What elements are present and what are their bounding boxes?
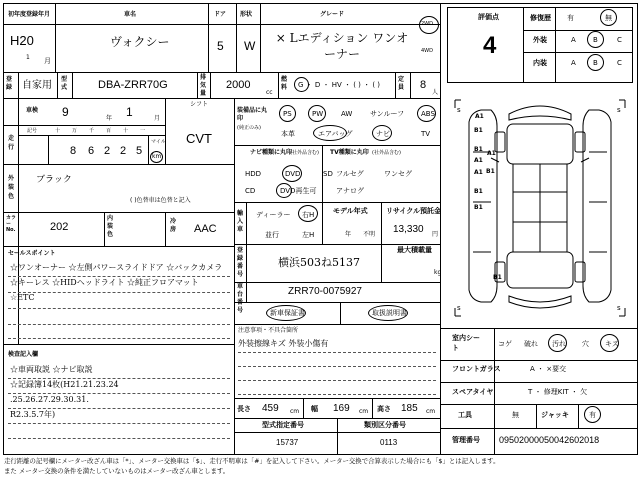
- int-grade-a: A: [571, 59, 576, 67]
- unit-km: km: [152, 153, 162, 160]
- navi-dvd: DVD: [285, 170, 301, 178]
- equip-leather: 本革: [281, 130, 295, 138]
- divider: [57, 72, 58, 98]
- tv-subtitle: (社外品含む): [372, 150, 401, 156]
- rule-line: [8, 423, 230, 424]
- seat-burn: コゲ: [498, 340, 512, 348]
- import-label: 輸入車: [237, 210, 244, 233]
- circle-mark: [279, 105, 296, 122]
- inspection-month-unit: 月: [154, 115, 161, 122]
- color-label: 外装色: [8, 175, 15, 200]
- category-label: 類別区分番号: [364, 421, 406, 429]
- divider: [234, 398, 440, 399]
- circle-mark: [308, 105, 326, 122]
- exterior-label: 外装: [533, 36, 547, 44]
- jack-value: 有: [589, 411, 596, 419]
- divider: [48, 135, 49, 164]
- drive-4wd: 4WD: [421, 48, 433, 54]
- plate-label: 登録番号: [237, 247, 244, 278]
- divider: [278, 72, 279, 98]
- recycle-value: 13,330: [393, 224, 424, 235]
- rule-line: [8, 276, 230, 277]
- ac-value: AAC: [194, 223, 217, 235]
- repair-no: 無: [605, 14, 612, 22]
- door-label: ドア: [214, 11, 226, 18]
- damage-code: B1: [474, 127, 483, 134]
- seat-tear: 破れ: [524, 340, 538, 348]
- divider: [210, 72, 211, 98]
- inspection-year-unit: 年: [106, 115, 113, 122]
- divider: [381, 244, 382, 282]
- score-value: 4: [483, 32, 497, 59]
- divider: [3, 72, 440, 73]
- capacity-label: 定員: [398, 76, 405, 91]
- divider: [234, 432, 440, 433]
- divider: [410, 72, 411, 98]
- divider: [246, 244, 247, 282]
- divider: [165, 98, 166, 164]
- rule-line: [8, 378, 230, 379]
- displacement-value: 2000: [226, 79, 251, 91]
- equip-ps: PS: [283, 110, 292, 118]
- tv-analog: アナログ: [336, 187, 364, 195]
- mileage-label: 走行: [8, 135, 15, 151]
- tools-label: 工具: [458, 411, 472, 419]
- selling-point-line: ☆キーレス ☆HIDヘッドライト ☆純正フロアマット: [10, 278, 199, 287]
- model-year-label: モデル年式: [333, 207, 368, 215]
- int-grade-c: C: [617, 59, 622, 67]
- divider: [3, 344, 234, 345]
- color-no-value: 202: [50, 221, 69, 233]
- damage-code: B1: [474, 188, 483, 195]
- equip-aw: AW: [341, 110, 353, 118]
- inspection-year: 9: [62, 105, 69, 119]
- width-value: 169: [333, 403, 350, 414]
- seat-scratch: キズ: [605, 340, 619, 348]
- divider: [260, 3, 261, 72]
- divider: [337, 418, 338, 455]
- mileage-header-3: 千: [89, 128, 95, 134]
- damage-code: A1: [474, 169, 483, 176]
- circle-mark: [313, 125, 347, 141]
- chassis-label: 車台番号: [237, 283, 244, 314]
- divider: [234, 324, 440, 325]
- inspection-history-label: 検査記入欄: [8, 351, 39, 358]
- car-name-label: 車名: [124, 11, 137, 18]
- notes-label: 注意事項・不具合箇所: [238, 327, 299, 334]
- plate-value: 横浜503ね5137: [278, 256, 360, 269]
- footer-line-2: また メーター交換の条件を満たしていないものはメーター改ざん車とします。: [4, 467, 230, 475]
- score-label: 評価点: [478, 13, 499, 21]
- divider: [322, 202, 323, 244]
- navi-sd: SD: [323, 170, 333, 178]
- divider: [523, 7, 524, 83]
- shape: W: [244, 39, 256, 53]
- fuel-label: 燃料: [281, 76, 288, 91]
- divider: [234, 98, 235, 455]
- damage-code: A1: [475, 113, 484, 120]
- footer-line-1: 走行距離の記号欄にメーター改ざん車は「*」、メーター交換車は「$」、走行不明車は「#」を記入して下さい。メーター交換で合算表示した場合にも「$」とは記入します。: [4, 457, 500, 465]
- divider: [440, 360, 638, 361]
- divider: [18, 135, 165, 136]
- displacement-label: 排気量: [200, 74, 207, 97]
- seat-label: 室内シート: [452, 334, 480, 352]
- divider: [395, 72, 396, 98]
- mileage-digit: 8: [70, 145, 77, 157]
- model-year-unit: 年: [345, 231, 352, 238]
- rule-line: [8, 308, 230, 309]
- recycle-label: リサイクル預託金: [386, 207, 442, 215]
- interior-label: 内装: [533, 59, 547, 67]
- navi-subtitle: (社外品含む): [290, 150, 319, 156]
- int-grade-b: B: [593, 59, 598, 67]
- rule-line: [8, 393, 230, 394]
- reg-value: 自家用: [22, 80, 52, 91]
- import-right: 右H: [302, 211, 315, 219]
- rule-line: [8, 408, 230, 409]
- mileage-digit: 6: [88, 145, 95, 157]
- mileage-digit: 2: [104, 145, 111, 157]
- tv-oneseg: ワンセグ: [384, 170, 412, 178]
- equipment-title: 装備品に丸印: [237, 107, 268, 122]
- inspection-label: 車検: [26, 107, 39, 114]
- max-load-label: 最大積載量: [397, 246, 432, 254]
- damage-code: B1: [486, 168, 495, 175]
- doc-warranty: 新車保証書: [270, 309, 305, 317]
- capacity-value: 8: [420, 79, 427, 91]
- tv-title: TV種類に丸印: [330, 149, 369, 156]
- ext-grade-b: B: [593, 36, 598, 44]
- divider: [234, 282, 440, 283]
- divider: [3, 125, 165, 126]
- equip-airbag: エアバッグ: [318, 130, 353, 138]
- seat-hole: 穴: [582, 340, 589, 348]
- selling-point-line: ☆ワンオーナー ☆左側パワースライドドア ☆バックカメラ: [10, 263, 223, 272]
- divider: [340, 302, 341, 324]
- length-value: 459: [262, 403, 279, 414]
- divider: [72, 72, 73, 98]
- divider: [3, 164, 234, 165]
- damage-code: A1: [487, 150, 496, 157]
- equip-abs: ABS: [421, 110, 435, 118]
- circle-mark: [266, 305, 306, 321]
- circle-mark: [368, 305, 408, 321]
- first-reg-month: 1: [26, 54, 30, 61]
- spare-tire-label: スペアタイヤ: [452, 388, 494, 396]
- divider: [165, 212, 166, 246]
- doors: 5: [217, 39, 224, 53]
- width-label: 幅: [311, 405, 318, 413]
- rule-line: [238, 366, 436, 367]
- first-reg-label: 初年度登録年月: [8, 11, 51, 18]
- tools-value: 無: [512, 411, 519, 419]
- history-line: .25.26.27.29.30.31.: [10, 395, 89, 404]
- rule-line: [8, 292, 230, 293]
- mileage-digit: 5: [136, 145, 143, 157]
- seat-stain: 汚れ: [552, 340, 566, 348]
- grade-label: グレード: [320, 11, 345, 18]
- model-year-unknown: 不明: [363, 231, 376, 238]
- reg-label: 登録: [6, 76, 13, 91]
- divider: [578, 404, 579, 428]
- grade-value: × Lエディション ワンオーナー: [275, 31, 409, 61]
- fuel-options: G ・ D ・ HV ・ ( ) ・ ( ): [298, 81, 381, 89]
- shift-label: シフト: [190, 101, 209, 108]
- mileage-header-0: 記号: [27, 128, 38, 134]
- navi-dvd-play: DVD再生可: [280, 187, 317, 195]
- front-glass-value: A ・ ×要交: [530, 365, 567, 373]
- chassis-value: ZRR70-0075927: [288, 286, 362, 297]
- circle-mark: [600, 334, 619, 352]
- first-reg-year: H20: [10, 33, 34, 48]
- rule-line: [8, 338, 230, 339]
- rule-line: [238, 394, 436, 395]
- circle-mark: [372, 125, 392, 141]
- divider: [234, 145, 440, 146]
- circle-mark: [548, 334, 567, 352]
- unit-mile: マイル: [151, 139, 166, 145]
- circle-mark: [417, 105, 436, 122]
- color-value: ブラック: [36, 175, 72, 185]
- management-label: 管理番号: [452, 436, 480, 444]
- capacity-unit: 人: [432, 89, 439, 96]
- drive-2wd: 2WD: [421, 21, 433, 27]
- import-left: 左H: [302, 231, 315, 239]
- divider: [234, 244, 440, 245]
- repair-yes: 有: [567, 14, 574, 22]
- equip-pw: PW: [312, 110, 324, 118]
- mileage-header-1: 十: [55, 128, 61, 134]
- damage-code: B1: [493, 274, 502, 281]
- equip-navi: ナビ: [376, 130, 390, 138]
- circle-mark: [587, 31, 604, 48]
- diagram-bracket-mark: s: [457, 304, 461, 312]
- selling-points-label: セールスポイント: [8, 250, 56, 257]
- color-no-label: カラーNo.: [6, 215, 17, 233]
- history-line: ☆記録簿14枚(H21.21.23.24: [10, 380, 119, 389]
- front-glass-label: フロントガラス: [452, 365, 501, 373]
- divider: [555, 7, 556, 83]
- divider: [381, 202, 382, 244]
- spare-tire-value: T ・ 修理KIT ・ 欠: [528, 388, 588, 396]
- rule-line: [238, 380, 436, 381]
- inspection-month: 1: [126, 105, 133, 119]
- diagram-bracket-mark: s: [457, 106, 461, 114]
- divider: [3, 212, 234, 213]
- divider: [18, 72, 19, 98]
- tv-fullseg: フルセグ: [336, 170, 364, 178]
- ext-grade-c: C: [617, 36, 622, 44]
- divider: [208, 3, 209, 72]
- divider: [536, 404, 537, 428]
- circle-mark: [600, 9, 617, 26]
- category-value: 0113: [380, 438, 398, 447]
- mileage-header-6: 一: [140, 128, 146, 134]
- navi-cd: CD: [245, 187, 256, 195]
- divider: [523, 30, 633, 31]
- jack-label: ジャッキ: [541, 411, 569, 419]
- divider: [440, 404, 638, 405]
- damage-code: A1: [474, 157, 483, 164]
- divider: [236, 3, 237, 72]
- divider: [372, 398, 373, 418]
- circle-mark: [276, 183, 292, 198]
- circle-mark: [584, 406, 601, 423]
- interior-color-label: 内装色: [107, 215, 114, 238]
- circle-mark: [294, 77, 309, 92]
- shift-value: CVT: [186, 131, 212, 146]
- history-line: ☆車両取説 ☆ナビ取説: [10, 365, 93, 374]
- type-designation-label: 型式指定番号: [262, 421, 304, 429]
- rule-line: [8, 438, 230, 439]
- equip-tv: TV: [421, 130, 431, 138]
- circle-mark: [282, 165, 302, 182]
- divider: [234, 202, 440, 203]
- import-parallel: 並行: [265, 231, 279, 239]
- divider: [440, 428, 638, 429]
- length-label: 長さ: [237, 405, 251, 413]
- equip-sunroof: サンルーフ: [370, 110, 405, 118]
- history-line: R2.3.5.7年): [10, 410, 56, 419]
- width-unit: cm: [359, 408, 369, 415]
- diagram-bracket-mark: s: [617, 106, 621, 114]
- mileage-header-2: 万: [72, 128, 78, 134]
- mileage-digit: 2: [120, 145, 127, 157]
- divider: [523, 52, 633, 53]
- mileage-header-5: 十: [123, 128, 129, 134]
- diagram-bracket-mark: s: [617, 304, 621, 312]
- ac-label: 冷房: [170, 218, 177, 233]
- circle-mark: [587, 54, 604, 71]
- divider: [104, 212, 105, 246]
- selling-point-line: ☆ETC: [10, 293, 35, 302]
- height-label: 高さ: [377, 405, 391, 413]
- shape-label: 形状: [240, 11, 253, 18]
- doc-manual: 取扱説明書: [372, 309, 407, 317]
- import-dealer: ディーラー: [256, 211, 291, 219]
- divider: [303, 398, 304, 418]
- divider: [246, 282, 247, 302]
- divider: [3, 98, 440, 99]
- repair-label: 修復歴: [530, 14, 551, 22]
- equipment-subtitle: (純正のみ): [237, 125, 261, 131]
- car-name: ヴォクシー: [110, 35, 170, 49]
- divider: [440, 328, 638, 329]
- divider: [440, 382, 638, 383]
- divider: [246, 202, 247, 244]
- navi-title: ナビ種類に丸印: [250, 149, 293, 156]
- month-unit: 月: [44, 57, 51, 65]
- type-designation-value: 15737: [276, 438, 299, 447]
- color-note: ( )色替車は色替と記入: [130, 197, 191, 204]
- height-value: 185: [401, 403, 418, 414]
- max-load-unit: kg: [434, 269, 442, 276]
- divider: [494, 328, 495, 455]
- divider: [234, 302, 440, 303]
- divider: [3, 246, 234, 247]
- recycle-unit: 円: [432, 231, 439, 238]
- mileage-header-4: 百: [106, 128, 112, 134]
- rule-line: [8, 324, 230, 325]
- cc-unit: cc: [266, 89, 273, 96]
- notes-value: 外装擦線キズ 外装小傷有: [238, 339, 329, 348]
- rule-line: [238, 352, 436, 353]
- damage-code: B1: [474, 204, 483, 211]
- ext-grade-a: A: [571, 36, 576, 44]
- damage-code: B1: [474, 146, 483, 153]
- divider: [148, 135, 149, 164]
- divider: [55, 3, 56, 72]
- model-label: 型式: [61, 76, 68, 91]
- model-value: DBA-ZRR70G: [98, 79, 168, 91]
- divider: [440, 3, 441, 455]
- divider: [197, 72, 198, 98]
- height-unit: cm: [426, 408, 436, 415]
- management-value: 09502000050042602018: [499, 435, 600, 445]
- navi-hdd: HDD: [245, 170, 262, 178]
- circle-mark: [298, 205, 318, 222]
- length-unit: cm: [290, 408, 300, 415]
